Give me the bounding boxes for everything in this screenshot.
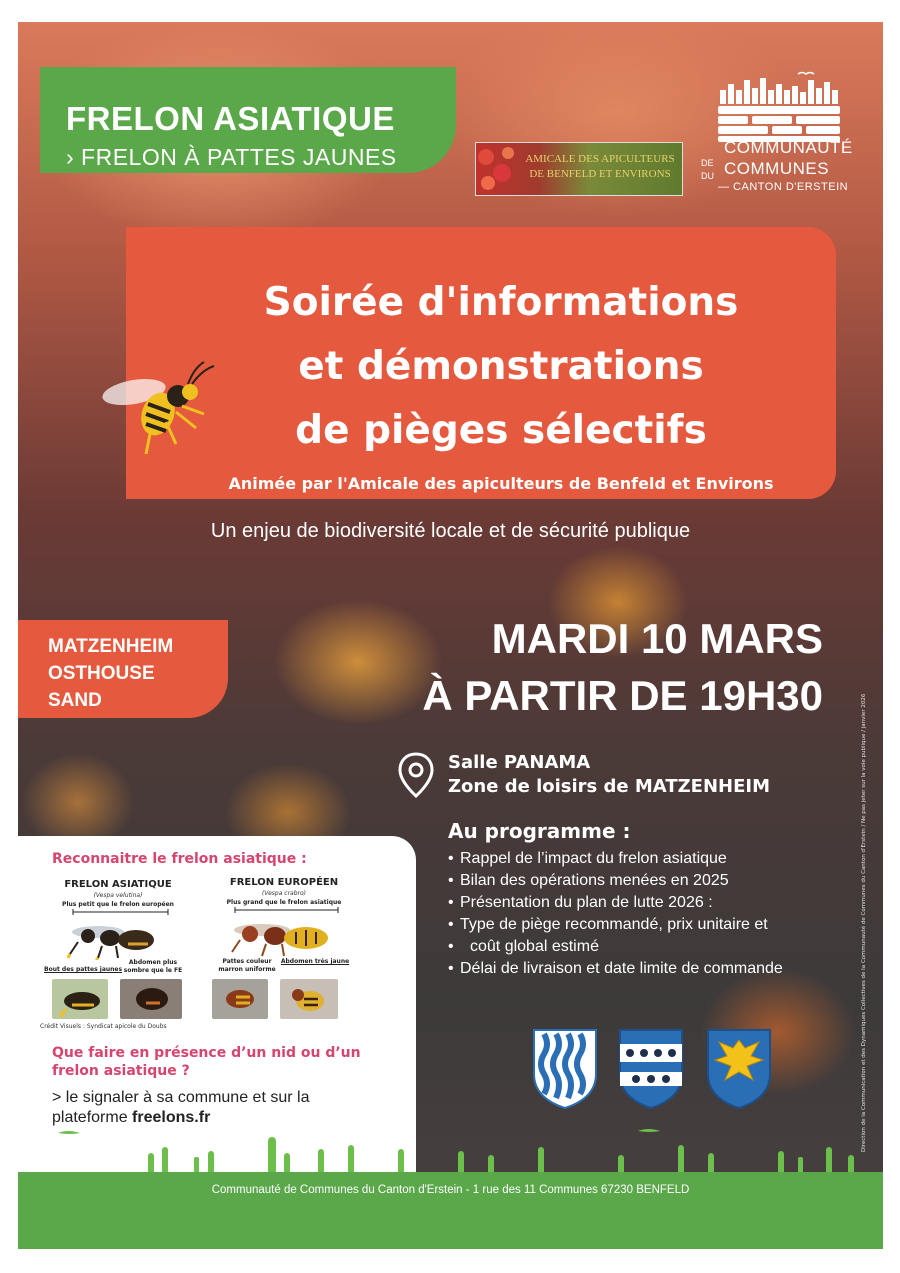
headline-line-2: et démonstrations (298, 344, 704, 389)
european-hornet-title: FRELON EUROPÉEN (229, 877, 339, 888)
side-credit-text: Direction de la Communication et des Dynamiques Collectives de la Communauté de Communes du Canton d'Erstein / Ne pas jeter sur la voie publique / janvier 2026 (861, 693, 867, 1152)
asian-hornet-photo-2 (120, 979, 182, 1019)
asian-note-right: Abdomen plus sombre que le FE (123, 959, 183, 974)
commune-name: SAND (48, 690, 102, 711)
asian-hornet-sci: (Vespa velutina) (93, 892, 143, 899)
cc-logo-line-1: COMMUNAUTÉ (724, 138, 853, 157)
program-item: • Type de piège recommandé, prix unitaire et (448, 914, 868, 936)
assoc-logo (475, 142, 683, 196)
crest-sand-icon (708, 1030, 770, 1108)
poster-title: FRELON ASIATIQUE (66, 100, 395, 137)
cc-logo-line-2: COMMUNES (724, 159, 830, 178)
poster-subtitle: › FRELON À PATTES JAUNES (66, 144, 397, 170)
program-item: • Présentation du plan de lutte 2026 : (448, 892, 868, 914)
asian-hornet-title: FRELON ASIATIQUE (64, 879, 172, 890)
crest-matzenheim-icon (534, 1030, 596, 1108)
program-heading: Au programme : (448, 819, 631, 843)
asian-hornet-diagram-icon (58, 908, 178, 960)
tagline: Un enjeu de biodiversité locale et de sécurité publique (210, 520, 691, 542)
freelons-link[interactable]: freelons.fr (132, 1109, 211, 1126)
european-hornet-diagram-icon (220, 906, 350, 958)
european-hornet-photo (212, 979, 268, 1019)
venue-location: Zone de loisirs de MATZENHEIM (448, 776, 770, 797)
event-date: MARDI 10 MARS (491, 615, 823, 662)
asian-hornet-photo (52, 979, 108, 1019)
program-item: • Délai de livraison et date limite de commande (448, 958, 868, 980)
nest-instructions (52, 1088, 392, 1128)
assoc-logo-line-2: DE BENFELD ET ENVIRONS (529, 168, 671, 180)
nest-heading: Que faire en présence d’un nid ou d’un frelon asiatique ? (52, 1045, 361, 1079)
event-time: À PARTIR DE 19H30 (422, 672, 823, 719)
crest-osthouse-icon (620, 1030, 682, 1108)
commune-name: MATZENHEIM (48, 636, 174, 657)
nest-text-line-2: plateforme (52, 1109, 133, 1126)
commune-crests (526, 1026, 776, 1112)
program-list (448, 848, 868, 980)
asian-note-left: Bout des pattes jaunes (44, 966, 123, 973)
cc-logo-de: DE (701, 158, 714, 168)
european-hornet-photo-2 (280, 979, 338, 1019)
program-item-continued: • coût global estimé (448, 936, 868, 958)
grass-decoration (18, 1127, 883, 1177)
venue-name: Salle PANAMA (448, 752, 591, 773)
european-note-left: Pattes couleur marron uniforme (218, 958, 276, 973)
organizer-line: Animée par l'Amicale des apiculteurs de Benfeld et Environs (228, 474, 774, 493)
assoc-logo-line-1: AMICALE DES APICULTEURS (525, 153, 675, 165)
map-pin-icon (396, 751, 436, 799)
footer-address: Communauté de Communes du Canton d'Erstein - 1 rue des 11 Communes 67230 BENFELD (211, 1184, 690, 1196)
program-item: • Rappel de l’impact du frelon asiatique (448, 848, 868, 870)
asian-note-top: Plus petit que le frelon européen (62, 901, 174, 908)
photo-credit: Crédit Visuels : Syndicat apicole du Doubs (40, 1023, 167, 1030)
flowers-photo-icon (476, 143, 518, 195)
cc-logo-line-3: — CANTON D'ERSTEIN (718, 181, 849, 193)
european-note-right: Abdomen très jaune (280, 958, 350, 965)
program-item: • Bilan des opérations menées en 2025 (448, 870, 868, 892)
european-hornet-sci: (Vespa crabro) (261, 890, 307, 897)
nest-text-line-1: > le signaler à sa commune et sur la (52, 1089, 310, 1106)
cc-logo-du: DU (701, 171, 714, 181)
poster (18, 22, 883, 1249)
european-note-top: Plus grand que le frelon asiatique (226, 899, 342, 906)
recognize-heading: Reconnaitre le frelon asiatique : (52, 851, 307, 867)
headline-line-3: de pièges sélectifs (295, 408, 707, 453)
side-credit (859, 693, 873, 1152)
headline-line-1: Soirée d'informations (263, 280, 739, 325)
commune-name: OSTHOUSE (48, 663, 155, 684)
